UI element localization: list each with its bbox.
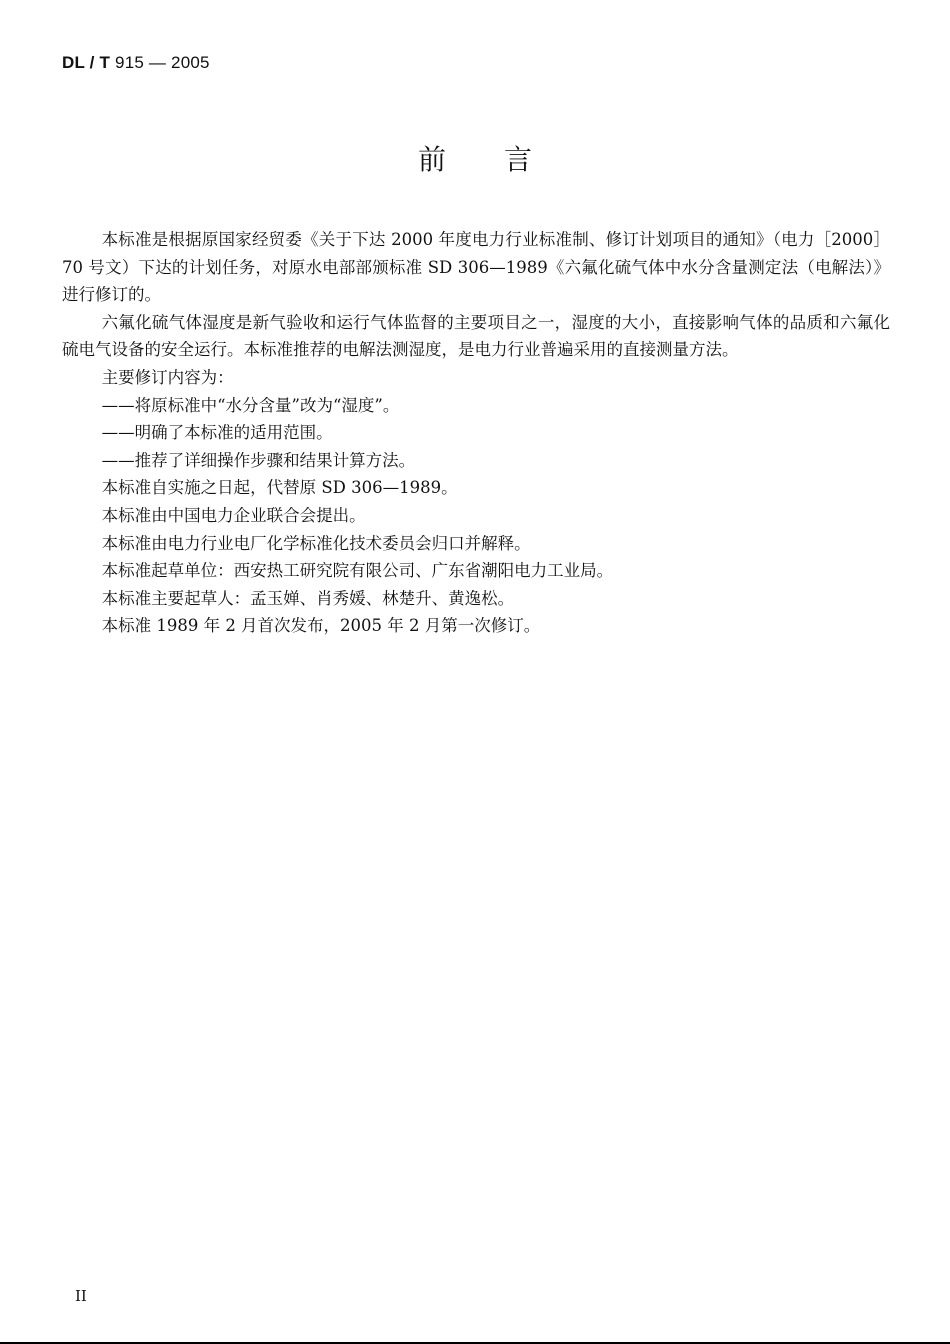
standard-code [62,53,210,73]
list-item-revision-1: ——将原标准中“水分含量”改为“湿度”。 [101,395,400,415]
standard-code-number: 915 — 2005 [115,53,210,72]
paragraph-drafters: 本标准主要起草人：孟玉婵、肖秀媛、林楚升、黄逸松。 [101,588,515,608]
page-number: II [75,1287,87,1305]
paragraph-origin: 本标准是根据原国家经贸委《关于下达 2000 年度电力行业标准制、修订计划项目的通知》（电力［2000］70 号文）下达的计划任务，对原水电部部颁标准 SD 306—1989《六氟化硫气体中水分含量测定法（电解法）》进行修订的。 [62,230,890,305]
paragraph-replacement: 本标准自实施之日起，代替原 SD 306—1989。 [101,478,458,498]
paragraph-committee: 本标准由电力行业电厂化学标准化技术委员会归口并解释。 [101,533,531,553]
list-item-revision-2: ——明确了本标准的适用范围。 [101,423,333,443]
paragraph-proposer: 本标准由中国电力企业联合会提出。 [101,505,366,525]
paragraph-history: 本标准 1989 年 2 月首次发布，2005 年 2 月第一次修订。 [101,616,541,636]
foreword-body [62,226,890,640]
paragraph-purpose: 六氟化硫气体湿度是新气验收和运行气体监督的主要项目之一，湿度的大小，直接影响气体的品质和六氟化硫电气设备的安全运行。本标准推荐的电解法测湿度，是电力行业普遍采用的直接测量方法。 [62,312,890,360]
page-title: 前言 [417,143,590,176]
paragraph-drafting-units: 本标准起草单位：西安热工研究院有限公司、广东省潮阳电力工业局。 [101,561,614,581]
paragraph-revision-intro: 主要修订内容为： [101,367,234,387]
standard-code-prefix: DL / T [62,53,111,72]
list-item-revision-3: ——推荐了详细操作步骤和结果计算方法。 [101,450,416,470]
